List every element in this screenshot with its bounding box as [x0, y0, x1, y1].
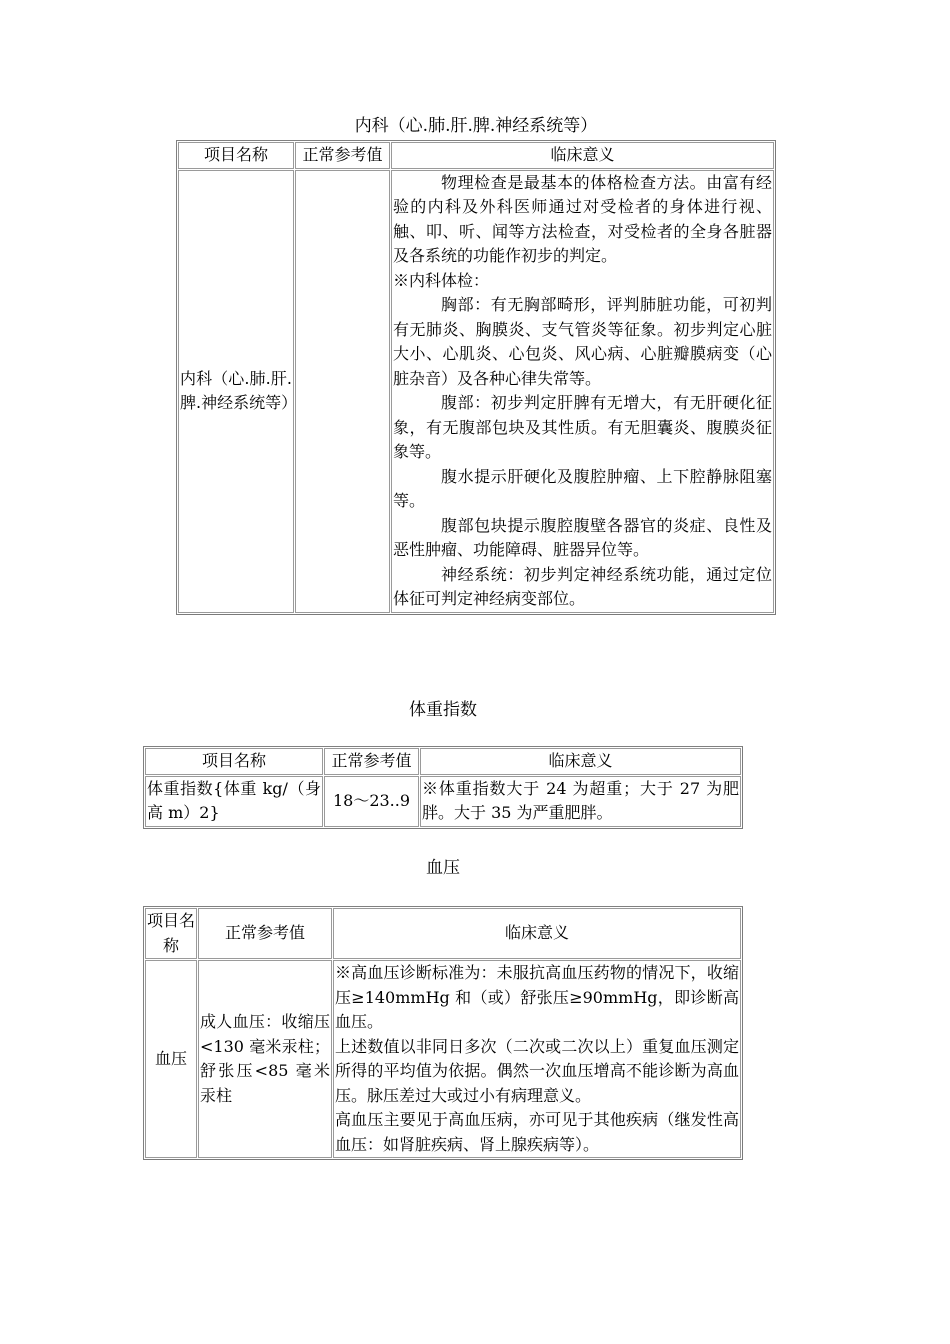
table3-meaning-paragraph: ※高血压诊断标准为：未服抗高血压药物的情况下，收缩压≥140mmHg 和（或）舒张压≥90mmHg，即诊断高血压。 [335, 963, 739, 1031]
table3-meaning-paragraph: 上述数值以非同日多次（二次或二次以上）重复血压测定所得的平均值为依据。偶然一次血压增高不能诊断为高血压。脉压差过大或过小有病理意义。 [335, 1036, 739, 1105]
table2-item-name: 体重指数{体重 kg/（身高 m）2} [145, 776, 323, 827]
table1-item-name: 内科（心.肺.肝.脾.神经系统等） [178, 170, 294, 613]
table1-meaning-paragraph: 腹部包块提示腹腔腹壁各器官的炎症、良性及恶性肿瘤、功能障碍、脏器异位等。 [393, 515, 772, 559]
table1-meaning [391, 170, 774, 613]
table3 [143, 906, 743, 1160]
table3-row [145, 960, 741, 1158]
table1-caption: 内科（心.肺.肝.脾.神经系统等） [354, 116, 598, 136]
table2-meaning: ※体重指数大于 24 为超重；大于 27 为肥胖。大于 35 为严重肥胖。 [420, 776, 741, 827]
table1-row [178, 170, 774, 613]
table2-header-meaning: 临床意义 [420, 748, 741, 775]
table1-meaning-paragraph: 胸部：有无胸部畸形，评判肺脏功能，可初判有无肺炎、胸膜炎、支气管炎等征象。初步判定心脏大小、心肌炎、心包炎、风心病、心脏瓣膜病变（心脏杂音）及各种心律失常等。 [393, 295, 772, 388]
table2-row [145, 776, 741, 827]
table2 [143, 746, 743, 829]
table1-meaning-paragraph: 神经系统：初步判定神经系统功能，通过定位体征可判定神经病变部位。 [393, 564, 772, 608]
table3-item-name: 血压 [145, 960, 197, 1158]
table3-caption: 血压 [426, 858, 460, 878]
table2-header-row [145, 748, 741, 775]
table3-header-row [145, 908, 741, 959]
table3-meaning [333, 960, 741, 1158]
table1-header-name: 项目名称 [178, 142, 294, 169]
table2-caption: 体重指数 [409, 700, 477, 720]
table1-header-row [178, 142, 774, 169]
table2-reference: 18～23..9 [324, 776, 419, 827]
table1-header-meaning: 临床意义 [391, 142, 774, 169]
table3-meaning-paragraph: 高血压主要见于高血压病，亦可见于其他疾病（继发性高血压：如肾脏疾病、肾上腺疾病等）。 [335, 1110, 739, 1154]
table1 [176, 140, 776, 615]
table1-reference [295, 170, 390, 613]
table2-header-name: 项目名称 [145, 748, 323, 775]
table1-header-reference: 正常参考值 [295, 142, 390, 169]
table1-meaning-paragraph: 物理检查是最基本的体格检查方法。由富有经验的内科及外科医师通过对受检者的身体进行视、触、叩、听、闻等方法检查，对受检者的全身各脏器及各系统的功能作初步的判定。 [393, 172, 772, 265]
table1-meaning-paragraph: ※内科体检： [393, 270, 490, 290]
table1-meaning-paragraph: 腹水提示肝硬化及腹腔肿瘤、上下腔静脉阻塞等。 [393, 466, 772, 510]
table1-meaning-paragraph: 腹部：初步判定肝脾有无增大，有无肝硬化征象，有无腹部包块及其性质。有无胆囊炎、腹膜炎征象等。 [393, 393, 772, 461]
table2-header-reference: 正常参考值 [324, 748, 419, 775]
table3-header-reference: 正常参考值 [198, 908, 332, 959]
table3-header-name: 项目名称 [145, 908, 197, 959]
table3-reference: 成人血压：收缩压<130 毫米汞柱；舒张压<85 毫米汞柱 [198, 960, 332, 1158]
table3-header-meaning: 临床意义 [333, 908, 741, 959]
